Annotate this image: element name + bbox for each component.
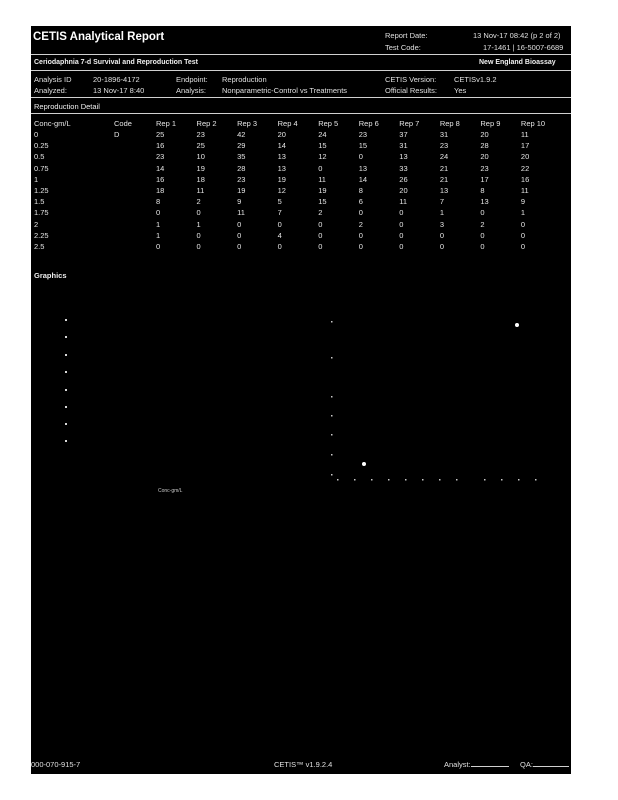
footer-doc-id: 000-070-915-7 xyxy=(31,760,81,769)
plot-tick xyxy=(337,479,339,481)
table-cell: 0.25 xyxy=(34,141,49,151)
plot-tick xyxy=(354,479,356,481)
analyzed-value: 13 Nov-17 8:40 xyxy=(93,86,145,95)
plot-point xyxy=(515,323,519,327)
plot-tick xyxy=(331,396,333,398)
column-header: Code xyxy=(114,119,132,128)
table-cell: 0 xyxy=(480,208,485,218)
test-code-value: 17-1461 | 16-5007-6689 xyxy=(483,43,564,52)
table-cell: 0 xyxy=(439,241,444,251)
table-cell: 31 xyxy=(439,130,449,140)
table-cell: 1.5 xyxy=(34,197,45,207)
table-cell: 20 xyxy=(520,152,530,162)
table-header-row xyxy=(34,118,570,129)
table-cell: 1 xyxy=(34,174,39,184)
table-cell: 33 xyxy=(399,163,408,173)
plot-tick xyxy=(484,479,486,481)
table-cell: 18 xyxy=(156,186,165,196)
table-cell: D xyxy=(114,130,120,140)
table-row xyxy=(34,140,570,151)
table-cell: 16 xyxy=(156,174,165,184)
table-cell: 15 xyxy=(318,197,327,207)
table-row xyxy=(34,174,570,185)
table-row xyxy=(34,185,570,196)
table-cell: 18 xyxy=(196,174,205,184)
table-cell: 37 xyxy=(399,130,408,140)
table-cell: 0 xyxy=(399,208,404,218)
table-cell: 31 xyxy=(399,141,408,151)
table-cell: 0 xyxy=(358,241,363,251)
table-cell: 11 xyxy=(399,197,408,207)
left-plot xyxy=(65,319,183,494)
table-cell xyxy=(114,241,156,252)
table-cell: 0 xyxy=(358,230,363,240)
table-cell: 23 xyxy=(156,152,165,162)
table-cell: 0 xyxy=(237,241,242,251)
column-header: Rep 5 xyxy=(318,119,339,128)
table-cell: 2 xyxy=(480,219,485,229)
graphics-title: Graphics xyxy=(34,271,67,280)
plot-tick xyxy=(331,357,333,359)
column-header: Rep 6 xyxy=(358,119,379,128)
footer-analyst xyxy=(444,760,509,769)
section-title: Reproduction Detail xyxy=(34,102,100,111)
plot-tick xyxy=(331,454,333,456)
table-cell xyxy=(114,151,156,162)
table-cell: 13 xyxy=(358,163,368,173)
table-cell: 9 xyxy=(520,197,526,207)
footer-software: CETIS™ v1.9.2.4 xyxy=(274,760,333,769)
report-date-label: Report Date: xyxy=(385,31,428,40)
table-cell: 19 xyxy=(237,186,246,196)
table-cell: 0.75 xyxy=(34,163,49,173)
plot-tick xyxy=(535,479,537,481)
table-cell: 0 xyxy=(520,219,526,229)
table-cell: 1 xyxy=(439,208,444,218)
table-cell: 8 xyxy=(358,186,363,196)
table-cell: 0 xyxy=(399,219,404,229)
subheader-divider xyxy=(31,70,571,71)
table-cell: 19 xyxy=(318,186,327,196)
table-cell: 8 xyxy=(156,197,161,207)
table-cell: 0 xyxy=(318,219,323,229)
table-cell: 2 xyxy=(358,219,363,229)
table-row xyxy=(34,163,570,174)
table-cell: 20 xyxy=(399,186,408,196)
table-cell: 24 xyxy=(439,152,449,162)
table-cell: 14 xyxy=(277,141,286,151)
plot-tick xyxy=(501,479,503,481)
table-cell: 0.5 xyxy=(34,152,45,162)
table-cell: 0 xyxy=(156,208,161,218)
column-header: Rep 4 xyxy=(277,119,298,128)
table-cell: 6 xyxy=(358,197,363,207)
table-cell: 0 xyxy=(196,230,201,240)
table-cell: 12 xyxy=(318,152,327,162)
table-cell: 4 xyxy=(277,230,282,240)
section-divider xyxy=(31,113,571,114)
table-cell: 13 xyxy=(439,186,449,196)
column-header: Rep 3 xyxy=(237,119,258,128)
table-cell: 2 xyxy=(196,197,201,207)
column-header: Rep 9 xyxy=(480,119,501,128)
plot-tick xyxy=(331,415,333,417)
table-cell: 20 xyxy=(480,152,489,162)
official-results-label: Official Results: xyxy=(385,86,437,95)
plot-tick xyxy=(331,474,333,476)
table-cell: 7 xyxy=(439,197,444,207)
table-cell: 7 xyxy=(277,208,282,218)
analyst-label: Analyst: xyxy=(444,760,471,769)
table-cell: 20 xyxy=(480,130,489,140)
table-cell: 23 xyxy=(480,163,489,173)
column-header: Conc-gm/L xyxy=(34,119,71,128)
table-body xyxy=(34,129,570,252)
report-title: CETIS Analytical Report xyxy=(33,31,165,43)
table-cell: 0 xyxy=(480,241,485,251)
table-cell xyxy=(114,185,156,196)
table-cell: 0 xyxy=(520,241,526,251)
table-cell: 0 xyxy=(237,230,242,240)
table-cell: 11 xyxy=(520,186,529,196)
cetis-version-label: CETIS Version: xyxy=(385,75,437,84)
column-header: Rep 2 xyxy=(196,119,217,128)
table-cell: 11 xyxy=(237,208,245,218)
table-cell: 0 xyxy=(399,241,404,251)
table-cell xyxy=(114,163,156,174)
table-cell: 19 xyxy=(196,163,205,173)
table-cell: 2.5 xyxy=(34,241,45,251)
table-cell: 0 xyxy=(318,241,323,251)
table-cell: 21 xyxy=(439,163,449,173)
table-cell: 21 xyxy=(439,174,449,184)
table-cell: 0 xyxy=(196,208,201,218)
report-date-value: 13 Nov-17 08:42 (p 2 of 2) xyxy=(473,31,561,40)
table-cell: 13 xyxy=(480,197,489,207)
plot-tick xyxy=(439,479,441,481)
table-cell: 42 xyxy=(237,130,246,140)
table-cell: 1 xyxy=(520,208,526,218)
table-cell: 1 xyxy=(156,230,161,240)
column-header: Rep 8 xyxy=(439,119,460,128)
endpoint-value: Reproduction xyxy=(222,75,267,84)
table-row xyxy=(34,241,570,252)
table-cell: 11 xyxy=(520,130,529,140)
table-cell xyxy=(114,140,156,151)
table-cell: 17 xyxy=(520,141,530,151)
analysis-label: Analysis: xyxy=(176,86,207,95)
table-cell: 13 xyxy=(277,163,286,173)
table-cell: 2.25 xyxy=(34,230,49,240)
table-row xyxy=(34,196,570,207)
plot-mark xyxy=(65,371,67,373)
table-cell: 0 xyxy=(277,219,282,229)
report-page xyxy=(31,26,571,774)
left-plot-caption: Conc-gm/L xyxy=(158,488,183,494)
table-cell: 0 xyxy=(358,208,363,218)
table-cell: 1.25 xyxy=(34,186,49,196)
table-cell: 23 xyxy=(358,130,368,140)
table-cell: 0 xyxy=(520,230,526,240)
table-cell: 0 xyxy=(480,230,485,240)
plot-tick xyxy=(371,479,373,481)
table-cell: 10 xyxy=(196,152,205,162)
table-cell: 2 xyxy=(318,208,323,218)
plot-tick xyxy=(422,479,424,481)
table-cell: 8 xyxy=(480,186,485,196)
table-cell: 25 xyxy=(196,141,205,151)
plot-tick xyxy=(388,479,390,481)
analysis-id-value: 20-1896-4172 xyxy=(93,75,140,84)
table-cell: 0 xyxy=(34,130,39,140)
table-cell: 0 xyxy=(277,241,282,251)
table-cell: 3 xyxy=(439,219,444,229)
plot-tick xyxy=(518,479,520,481)
header-divider xyxy=(31,54,571,55)
table-cell: 14 xyxy=(156,163,165,173)
table-cell: 0 xyxy=(156,241,161,251)
table-cell: 25 xyxy=(156,130,165,140)
meta-divider xyxy=(31,97,571,98)
table-cell: 16 xyxy=(156,141,165,151)
column-header: Rep 10 xyxy=(520,119,546,128)
official-results-value: Yes xyxy=(454,86,467,95)
table-row xyxy=(34,230,570,241)
table-cell: 19 xyxy=(277,174,286,184)
table-cell: 2 xyxy=(34,219,39,229)
table-cell: 5 xyxy=(277,197,282,207)
plot-tick xyxy=(456,479,458,481)
reproduction-table xyxy=(34,118,570,252)
right-plot-x-ticks xyxy=(337,479,537,481)
plot-tick xyxy=(405,479,407,481)
endpoint-label: Endpoint: xyxy=(176,75,208,84)
table-cell: 0 xyxy=(439,230,444,240)
plot-mark xyxy=(65,423,67,425)
table-cell: 24 xyxy=(318,130,327,140)
graphics-area xyxy=(31,281,571,494)
footer-qa xyxy=(520,760,569,769)
plot-mark xyxy=(65,389,67,391)
table-cell: 13 xyxy=(399,152,408,162)
table-cell: 12 xyxy=(277,186,286,196)
table-cell xyxy=(114,196,156,207)
table-cell xyxy=(114,207,156,218)
right-plot xyxy=(331,321,537,481)
table-cell: 15 xyxy=(318,141,327,151)
plot-point xyxy=(362,462,366,466)
plot-mark xyxy=(65,440,67,442)
test-name: Ceriodaphnia 7-d Survival and Reproduction Test xyxy=(34,59,199,66)
lab-name: New England Bioassay xyxy=(479,59,556,66)
table-cell xyxy=(114,219,156,230)
table-row xyxy=(34,219,570,230)
analysis-id-label: Analysis ID xyxy=(34,75,72,84)
table-cell: 11 xyxy=(196,186,205,196)
table-row xyxy=(34,207,570,218)
table-cell: 23 xyxy=(439,141,449,151)
table-cell: 0 xyxy=(318,230,323,240)
cetis-version-value: CETISv1.9.2 xyxy=(454,75,497,84)
table-cell: 0 xyxy=(237,219,242,229)
table-cell: 9 xyxy=(237,197,242,207)
table-cell xyxy=(114,174,156,185)
plot-tick xyxy=(331,321,333,323)
qa-label: QA: xyxy=(520,760,533,769)
plot-mark xyxy=(65,319,67,321)
test-code-label: Test Code: xyxy=(385,43,421,52)
table-cell: 0 xyxy=(318,163,323,173)
plot-mark xyxy=(65,406,67,408)
table-cell: 20 xyxy=(277,130,286,140)
plot-mark xyxy=(65,336,67,338)
column-header: Rep 1 xyxy=(156,119,177,128)
plot-tick xyxy=(331,434,333,436)
table-cell: 0 xyxy=(399,230,404,240)
table-cell: 16 xyxy=(520,174,530,184)
analyzed-label: Analyzed: xyxy=(34,86,67,95)
column-header: Rep 7 xyxy=(399,119,420,128)
table-cell: 13 xyxy=(277,152,286,162)
analysis-value: Nonparametric-Control vs Treatments xyxy=(222,86,348,95)
table-cell: 11 xyxy=(318,174,326,184)
table-cell: 1 xyxy=(196,219,201,229)
table-row xyxy=(34,151,570,162)
table-cell: 23 xyxy=(196,130,205,140)
table-cell: 26 xyxy=(399,174,408,184)
table-cell xyxy=(114,230,156,241)
analyst-signature-line xyxy=(471,766,509,767)
table-cell: 29 xyxy=(237,141,246,151)
table-cell: 14 xyxy=(358,174,368,184)
table-cell: 35 xyxy=(237,152,246,162)
qa-signature-line xyxy=(533,766,569,767)
table-cell: 22 xyxy=(520,163,530,173)
table-cell: 1.75 xyxy=(34,208,49,218)
table-cell: 15 xyxy=(358,141,368,151)
table-cell: 23 xyxy=(237,174,246,184)
table-cell: 0 xyxy=(358,152,363,162)
table-cell: 1 xyxy=(156,219,161,229)
table-cell: 28 xyxy=(480,141,489,151)
plot-mark xyxy=(65,354,67,356)
table-cell: 17 xyxy=(480,174,489,184)
table-cell: 0 xyxy=(196,241,201,251)
table-cell: 28 xyxy=(237,163,246,173)
table-row xyxy=(34,129,570,140)
